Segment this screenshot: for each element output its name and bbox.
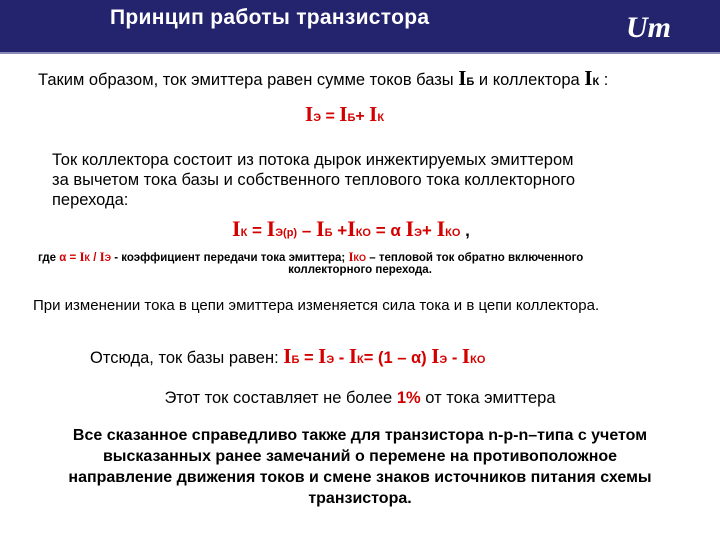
alpha-definition: где α = IК / IЭ - коэффициент передачи тока эмиттера; IКО – тепловой ток обратно включенного	[38, 249, 584, 264]
current-change-statement: При изменении тока в цепи эмиттера изменяется сила тока и в цепи коллектора.	[33, 297, 600, 314]
slide-title: Принцип работы транзистора	[110, 6, 430, 29]
base-current-line: Отсюда, ток базы равен: IБ = IЭ - IК= (1 – α) IЭ - IКО	[90, 344, 486, 368]
limit-statement: Этот ток составляет не более 1% от тока эмиттера	[164, 389, 556, 407]
header-divider	[0, 52, 720, 54]
alpha-definition-line2: коллекторного перехода.	[288, 264, 432, 276]
conclusion-paragraph: Все сказанное справедливо также для транзистора n-p-n–типа с учетом высказанных ранее замечаний о перемене на противоположное направление движения токов и смене знаков источников питания схемы транзистора.	[68, 427, 652, 507]
intro-text: Таким образом, ток эмиттера равен сумме токов базы	[38, 71, 459, 89]
title-bar	[0, 0, 720, 52]
intro-line: Таким образом, ток эмиттера равен сумме токов базы IБ и коллектора IК :	[38, 66, 609, 90]
logo-text: Um	[626, 11, 671, 44]
collector-current-formula: IК = IЭ(р) – IБ +IКО = α IЭ+ IКО ,	[232, 216, 470, 241]
university-logo-icon	[622, 6, 692, 46]
emitter-current-formula: IЭ = IБ+ IК	[305, 102, 385, 126]
collector-paragraph: Ток коллектора состоит из потока дырок инжектируемых эмиттером за вычетом тока базы и собственного теплового тока коллекторного перехода:	[52, 151, 576, 209]
